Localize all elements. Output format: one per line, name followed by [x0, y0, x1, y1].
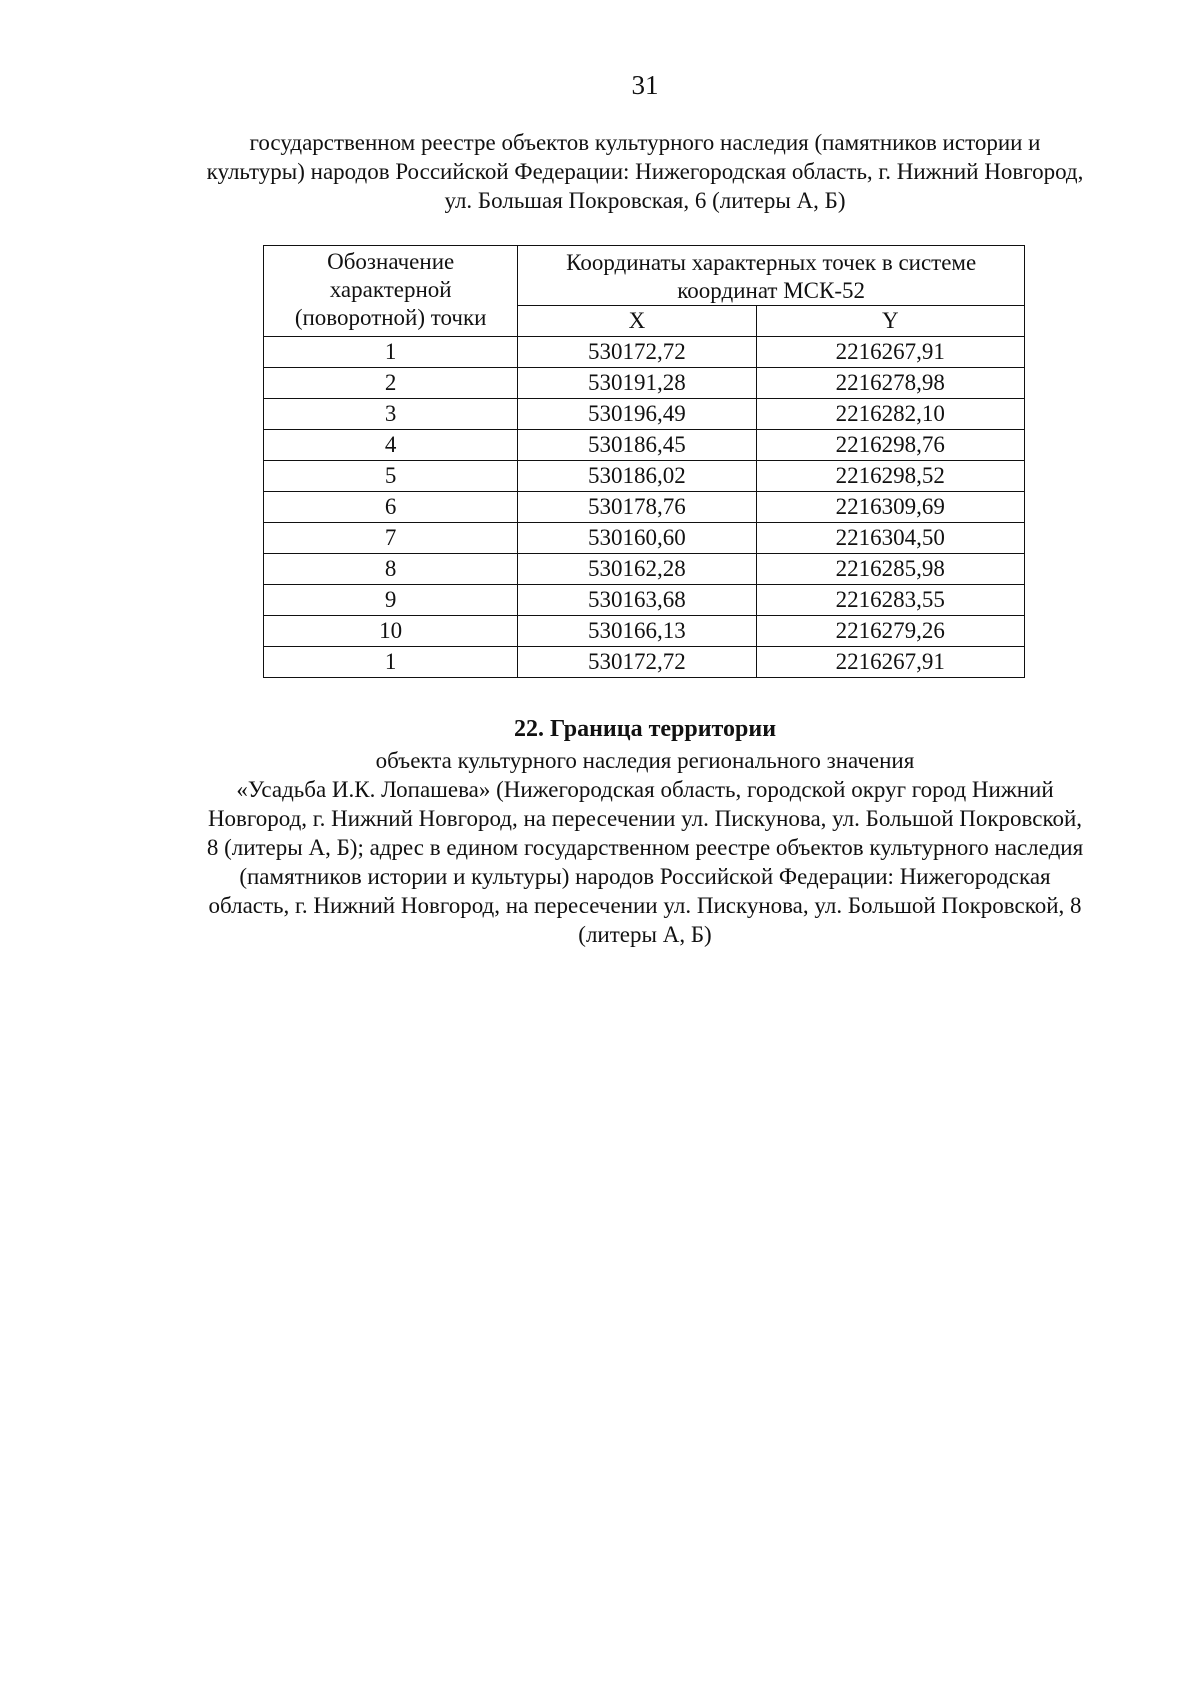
intro-line: культуры) народов Российской Федерации: Нижегородская область, г. Нижний Новгород, — [206, 159, 1084, 184]
header-coordinate-system — [518, 246, 1025, 306]
table-row — [264, 492, 1025, 523]
cell-x: 530191,28 — [518, 368, 756, 399]
cell-x: 530178,76 — [518, 492, 756, 523]
coordinates-table — [263, 245, 1025, 678]
table-row — [264, 616, 1025, 647]
cell-x: 530163,68 — [518, 585, 756, 616]
cell-point: 8 — [264, 554, 518, 585]
header-point-line: Обозначение — [327, 249, 455, 274]
header-y: Y — [756, 306, 1024, 337]
cell-x: 530186,45 — [518, 430, 756, 461]
header-x: X — [518, 306, 756, 337]
cell-y: 2216283,55 — [756, 585, 1024, 616]
cell-point: 7 — [264, 523, 518, 554]
section-line: «Усадьба И.К. Лопашева» (Нижегородская область, городской округ город Нижний — [236, 777, 1054, 802]
cell-y: 2216298,76 — [756, 430, 1024, 461]
cell-y: 2216304,50 — [756, 523, 1024, 554]
table-header-row — [264, 246, 1025, 306]
cell-y: 2216298,52 — [756, 461, 1024, 492]
section-line: (литеры А, Б) — [578, 922, 712, 947]
table-row — [264, 368, 1025, 399]
section-line: объекта культурного наследия регионального значения — [375, 748, 915, 773]
cell-point: 5 — [264, 461, 518, 492]
cell-x: 530172,72 — [518, 647, 756, 678]
table-row — [264, 585, 1025, 616]
intro-line: ул. Большая Покровская, 6 (литеры А, Б) — [444, 188, 846, 213]
cell-y: 2216267,91 — [756, 337, 1024, 368]
header-point-line: (поворотной) точки — [294, 305, 487, 330]
cell-point: 1 — [264, 647, 518, 678]
cell-point: 2 — [264, 368, 518, 399]
section-line: 8 (литеры А, Б); адрес в едином государственном реестре объектов культурного наследия — [206, 835, 1084, 860]
page-number: 31 — [631, 70, 659, 100]
cell-point: 4 — [264, 430, 518, 461]
cell-x: 530186,02 — [518, 461, 756, 492]
cell-x: 530162,28 — [518, 554, 756, 585]
intro-paragraph — [170, 128, 1120, 215]
cell-y: 2216278,98 — [756, 368, 1024, 399]
table-row — [264, 647, 1025, 678]
cell-y: 2216282,10 — [756, 399, 1024, 430]
cell-y: 2216267,91 — [756, 647, 1024, 678]
cell-y: 2216285,98 — [756, 554, 1024, 585]
cell-x: 530166,13 — [518, 616, 756, 647]
table-row — [264, 523, 1025, 554]
cell-point: 10 — [264, 616, 518, 647]
table-row — [264, 399, 1025, 430]
cell-point: 9 — [264, 585, 518, 616]
cell-y: 2216279,26 — [756, 616, 1024, 647]
section-line: область, г. Нижний Новгород, на пересечении ул. Пискунова, ул. Большой Покровской, 8 — [208, 893, 1082, 918]
cell-x: 530160,60 — [518, 523, 756, 554]
section-line: Новгород, г. Нижний Новгород, на пересечении ул. Пискунова, ул. Большой Покровской, — [207, 806, 1083, 831]
cell-x: 530196,49 — [518, 399, 756, 430]
intro-line: государственном реестре объектов культурного наследия (памятников истории и — [249, 130, 1041, 155]
table-row — [264, 461, 1025, 492]
cell-point: 3 — [264, 399, 518, 430]
cell-x: 530172,72 — [518, 337, 756, 368]
cell-y: 2216309,69 — [756, 492, 1024, 523]
table-row — [264, 430, 1025, 461]
table-row — [264, 337, 1025, 368]
section-title: 22. Граница территории — [513, 716, 777, 742]
header-point — [264, 246, 518, 337]
table-row — [264, 554, 1025, 585]
header-system-line: координат МСК-52 — [677, 278, 866, 303]
section-line: (памятников истории и культуры) народов Российской Федерации: Нижегородская — [239, 864, 1051, 889]
table-body — [264, 337, 1025, 678]
section-body — [170, 746, 1120, 949]
header-system-line: Координаты характерных точек в системе — [566, 250, 977, 275]
cell-point: 6 — [264, 492, 518, 523]
cell-point: 1 — [264, 337, 518, 368]
header-point-line: характерной — [329, 277, 452, 302]
